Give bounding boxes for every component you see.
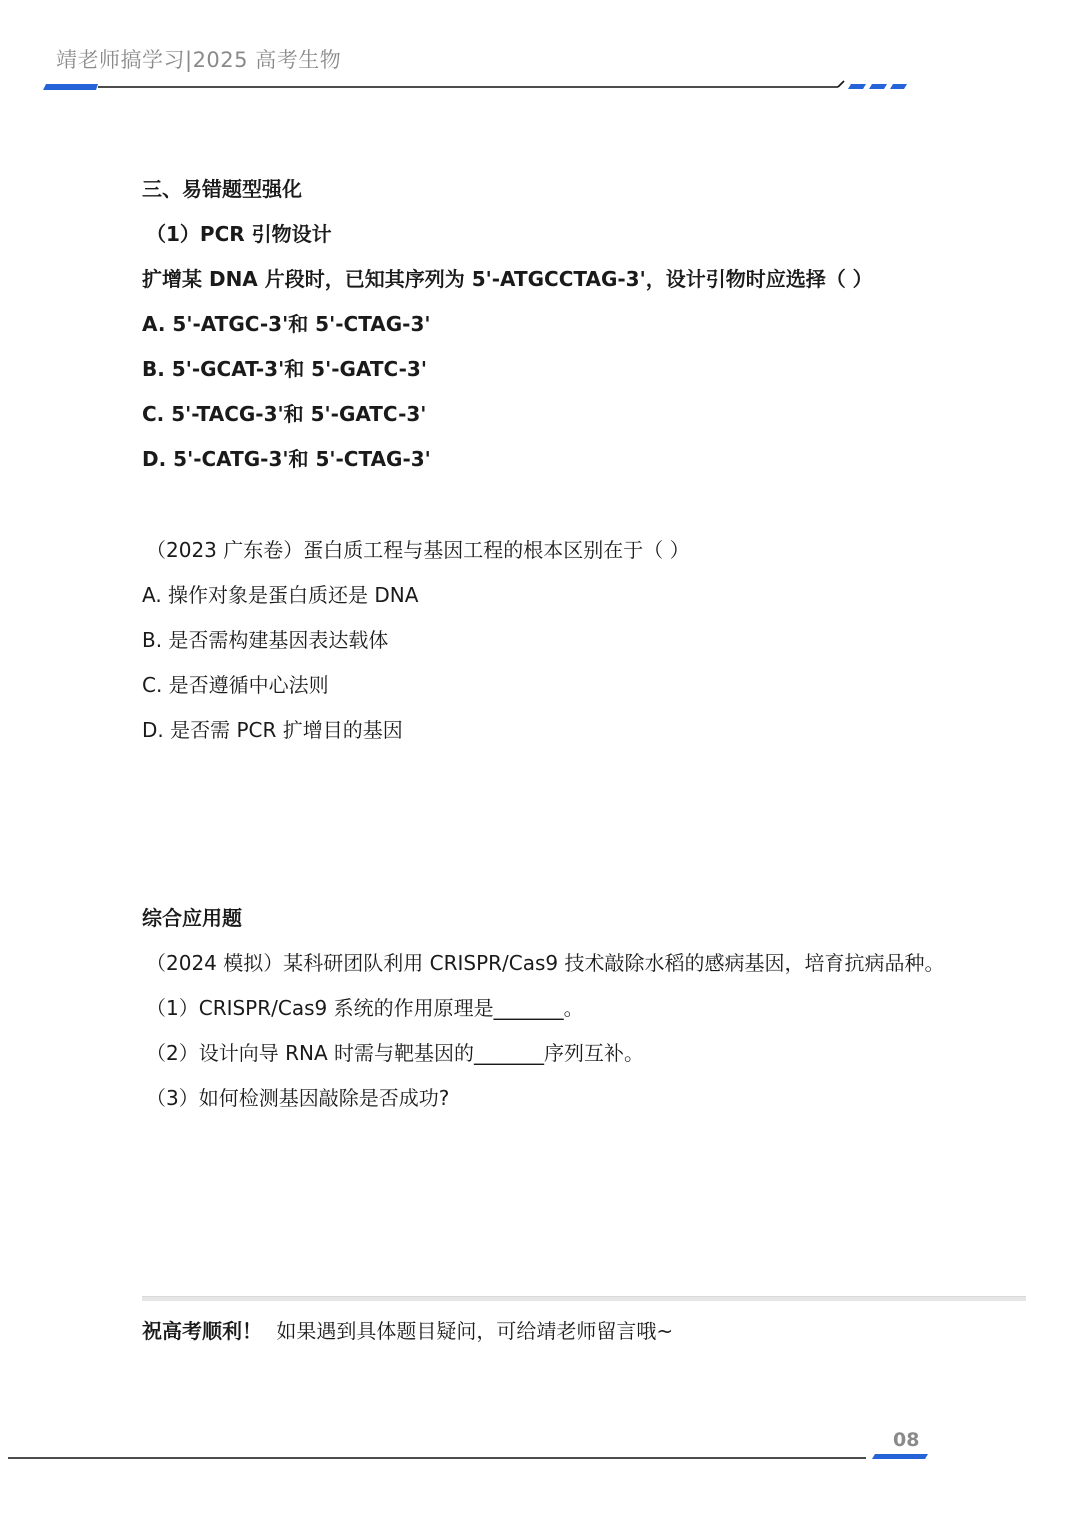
- footer-note: [142, 1317, 673, 1345]
- applied-intro: （2024 模拟）某科研团队利用 CRISPR/Cas9 技术敲除水稻的感病基因，培育抗病品种。: [146, 951, 945, 975]
- sub2-question: （2023 广东卷）蛋白质工程与基因工程的根本区别在于（ ）: [146, 538, 690, 562]
- sub1-label: （1）PCR 引物设计: [146, 222, 332, 246]
- header-title: 靖老师搞学习|2025 高考生物: [56, 48, 342, 72]
- applied-question-3: （3）如何检测基因敲除是否成功?: [146, 1086, 450, 1110]
- applied-heading: 综合应用题: [142, 906, 242, 930]
- sub2-option-c: C. 是否遵循中心法则: [142, 673, 329, 697]
- header-rule: [0, 0, 1080, 120]
- sub2-option-a: A. 操作对象是蛋白质还是 DNA: [142, 583, 419, 607]
- sub1-option-b: B. 5'-GCAT-3'和 5'-GATC-3': [142, 357, 427, 381]
- sub1-option-c: C. 5'-TACG-3'和 5'-GATC-3': [142, 402, 427, 426]
- footer-message: 如果遇到具体题目疑问，可给靖老师留言哦~: [276, 1319, 674, 1343]
- sub2-option-b: B. 是否需构建基因表达载体: [142, 628, 389, 652]
- page-number: 08: [893, 1429, 920, 1451]
- applied-question-2: （2）设计向导 RNA 时需与靶基因的_______序列互补。: [146, 1041, 644, 1065]
- sub1-option-d: D. 5'-CATG-3'和 5'-CTAG-3': [142, 447, 431, 471]
- footer-wish: 祝高考顺利！: [142, 1319, 262, 1343]
- section-divider: [142, 1296, 1026, 1301]
- section-heading: 三、易错题型强化: [142, 177, 302, 201]
- sub2-option-d: D. 是否需 PCR 扩增目的基因: [142, 718, 403, 742]
- sub1-question: 扩增某 DNA 片段时，已知其序列为 5'-ATGCCTAG-3'，设计引物时应选择（ ）: [142, 267, 873, 291]
- applied-question-1: （1）CRISPR/Cas9 系统的作用原理是_______。: [146, 996, 584, 1020]
- sub1-option-a: A. 5'-ATGC-3'和 5'-CTAG-3': [142, 312, 431, 336]
